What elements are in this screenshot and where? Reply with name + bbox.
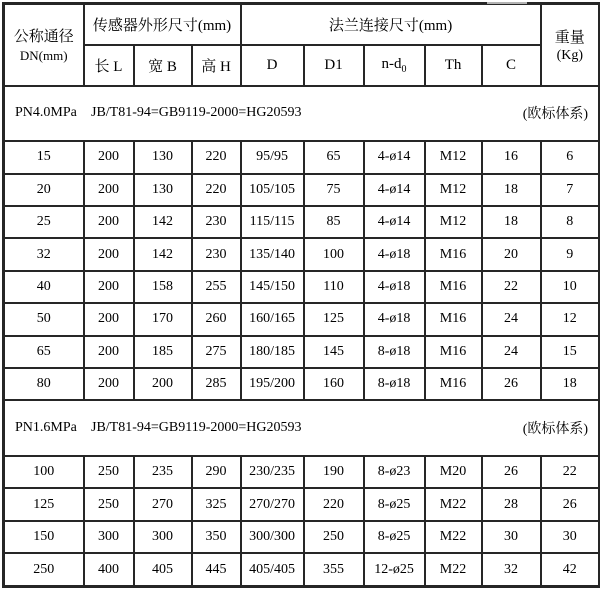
cell-d1: 190 [304,456,364,488]
cell-c: 24 [482,303,541,335]
cell-d: 115/115 [241,206,304,238]
cell-d: 405/405 [241,553,304,586]
cell-weight: 7 [541,174,600,206]
header-length: 长 L [84,45,134,86]
cell-d1: 65 [304,141,364,173]
cell-weight: 6 [541,141,600,173]
header-th: Th [425,45,482,86]
cell-th: M16 [425,303,482,335]
cell-dn: 20 [4,174,84,206]
cell-dn: 15 [4,141,84,173]
cell-width: 300 [134,521,192,553]
cell-d1: 110 [304,271,364,303]
cell-weight: 9 [541,238,600,270]
header-sensor-group: 传感器外形尺寸(mm) [84,4,241,45]
cell-dn: 40 [4,271,84,303]
section-title-cell [4,400,600,456]
cell-d1: 125 [304,303,364,335]
cell-weight: 22 [541,456,600,488]
cell-length: 200 [84,271,134,303]
standard-code: JB/T81-94=GB9119-2000=HG20593 [91,105,302,121]
section-2-rows [4,456,600,586]
cell-height: 275 [192,336,241,368]
cell-height: 325 [192,488,241,520]
table-row [4,206,600,238]
cell-height: 285 [192,368,241,400]
standard-note: (欧标体系) [522,422,589,438]
cell-th: M12 [425,174,482,206]
header-flange-group: 法兰连接尺寸(mm) [241,4,541,45]
table-row [4,271,600,303]
cell-d1: 220 [304,488,364,520]
cell-d1: 160 [304,368,364,400]
cell-th: M22 [425,488,482,520]
cell-height: 445 [192,553,241,586]
cell-th: M16 [425,238,482,270]
section-row [4,86,600,142]
cell-th: M16 [425,336,482,368]
cell-c: 26 [482,456,541,488]
cell-th: M20 [425,456,482,488]
cell-nd0: 8-ø18 [364,336,425,368]
header-weight-line1: 重量 [554,29,585,46]
cell-weight: 18 [541,368,600,400]
cell-height: 220 [192,141,241,173]
cell-d1: 85 [304,206,364,238]
table-row [4,303,600,335]
cell-width: 170 [134,303,192,335]
cell-th: M12 [425,206,482,238]
cell-nd0: 4-ø18 [364,303,425,335]
cell-width: 130 [134,141,192,173]
cell-d: 195/200 [241,368,304,400]
table-row [4,488,600,520]
section-1-rows [4,141,600,400]
cell-length: 200 [84,141,134,173]
header-c: C [482,45,541,86]
cell-nd0: 8-ø25 [364,488,425,520]
cell-nd0: 12-ø25 [364,553,425,586]
cell-length: 200 [84,368,134,400]
cell-d: 270/270 [241,488,304,520]
cell-nd0: 4-ø18 [364,238,425,270]
cell-dn: 50 [4,303,84,335]
cell-th: M22 [425,521,482,553]
header-height: 高 H [192,45,241,86]
cell-d: 145/150 [241,271,304,303]
cell-nd0: 8-ø23 [364,456,425,488]
cell-weight: 30 [541,521,600,553]
table-row [4,368,600,400]
cell-c: 18 [482,174,541,206]
cell-nd0: 4-ø14 [364,174,425,206]
cell-weight: 42 [541,553,600,586]
standard-note: (欧标体系) [522,107,589,123]
spec-table [2,2,600,588]
cell-height: 230 [192,238,241,270]
section-row [4,400,600,456]
cell-c: 16 [482,141,541,173]
cell-nd0: 4-ø14 [364,141,425,173]
cropped-text-remnant [487,2,527,4]
cell-height: 220 [192,174,241,206]
cell-dn: 150 [4,521,84,553]
header-nd0: $n-d_0$ [364,45,425,86]
cell-c: 30 [482,521,541,553]
header-nd0-subscript: 0 [401,63,407,75]
cell-c: 28 [482,488,541,520]
cell-nd0: 4-ø14 [364,206,425,238]
table-row [4,456,600,488]
cell-width: 185 [134,336,192,368]
table-header [4,4,600,86]
cell-d1: 75 [304,174,364,206]
table-row [4,174,600,206]
cell-d: 300/300 [241,521,304,553]
cell-th: M22 [425,553,482,586]
cell-d: 180/185 [241,336,304,368]
section-title-cell [4,86,600,142]
cell-d: 230/235 [241,456,304,488]
cell-c: 24 [482,336,541,368]
cell-length: 200 [84,174,134,206]
cell-length: 250 [84,488,134,520]
cell-d: 160/165 [241,303,304,335]
cell-nd0: 8-ø25 [364,521,425,553]
header-d1: D1 [304,45,364,86]
cell-length: 200 [84,238,134,270]
table-row [4,141,600,173]
cell-width: 405 [134,553,192,586]
cell-height: 350 [192,521,241,553]
cell-dn: 32 [4,238,84,270]
header-dn-line2: DN(mm) [19,48,68,64]
cell-d: 105/105 [241,174,304,206]
cell-width: 158 [134,271,192,303]
header-weight [541,4,600,86]
table-row [4,336,600,368]
pressure-rating: PN1.6MPa [15,420,77,436]
cell-nd0: 8-ø18 [364,368,425,400]
cell-d: 95/95 [241,141,304,173]
cell-th: M16 [425,271,482,303]
cell-c: 18 [482,206,541,238]
header-dn-line1: 公称通径 [13,29,74,46]
cell-width: 130 [134,174,192,206]
cell-dn: 125 [4,488,84,520]
cell-c: 32 [482,553,541,586]
cell-length: 400 [84,553,134,586]
cell-weight: 12 [541,303,600,335]
cell-dn: 100 [4,456,84,488]
cell-width: 200 [134,368,192,400]
cell-weight: 15 [541,336,600,368]
cell-d1: 145 [304,336,364,368]
cell-height: 260 [192,303,241,335]
cell-height: 230 [192,206,241,238]
cell-width: 235 [134,456,192,488]
cell-width: 142 [134,206,192,238]
cell-width: 142 [134,238,192,270]
header-weight-line2: (Kg) [556,47,584,63]
cell-length: 250 [84,456,134,488]
cell-d1: 100 [304,238,364,270]
table-row [4,238,600,270]
cell-c: 26 [482,368,541,400]
cell-th: M12 [425,141,482,173]
cell-length: 200 [84,336,134,368]
cell-dn: 65 [4,336,84,368]
cell-length: 200 [84,303,134,335]
header-d: D [241,45,304,86]
cell-th: M16 [425,368,482,400]
table-row [4,521,600,553]
header-width: 宽 B [134,45,192,86]
cell-height: 290 [192,456,241,488]
cell-dn: 250 [4,553,84,586]
cell-d1: 250 [304,521,364,553]
cell-d: 135/140 [241,238,304,270]
cell-weight: 26 [541,488,600,520]
cell-weight: 8 [541,206,600,238]
cell-length: 200 [84,206,134,238]
standard-code: JB/T81-94=GB9119-2000=HG20593 [91,420,302,436]
table-row [4,553,600,586]
cell-dn: 25 [4,206,84,238]
cell-length: 300 [84,521,134,553]
cell-c: 22 [482,271,541,303]
section-2-title [4,400,600,456]
pressure-rating: PN4.0MPa [15,105,77,121]
section-1-title [4,86,600,142]
cell-dn: 80 [4,368,84,400]
header-dn [4,4,84,86]
cell-d1: 355 [304,553,364,586]
cell-height: 255 [192,271,241,303]
cell-weight: 10 [541,271,600,303]
cell-width: 270 [134,488,192,520]
cell-nd0: 4-ø18 [364,271,425,303]
cell-c: 20 [482,238,541,270]
